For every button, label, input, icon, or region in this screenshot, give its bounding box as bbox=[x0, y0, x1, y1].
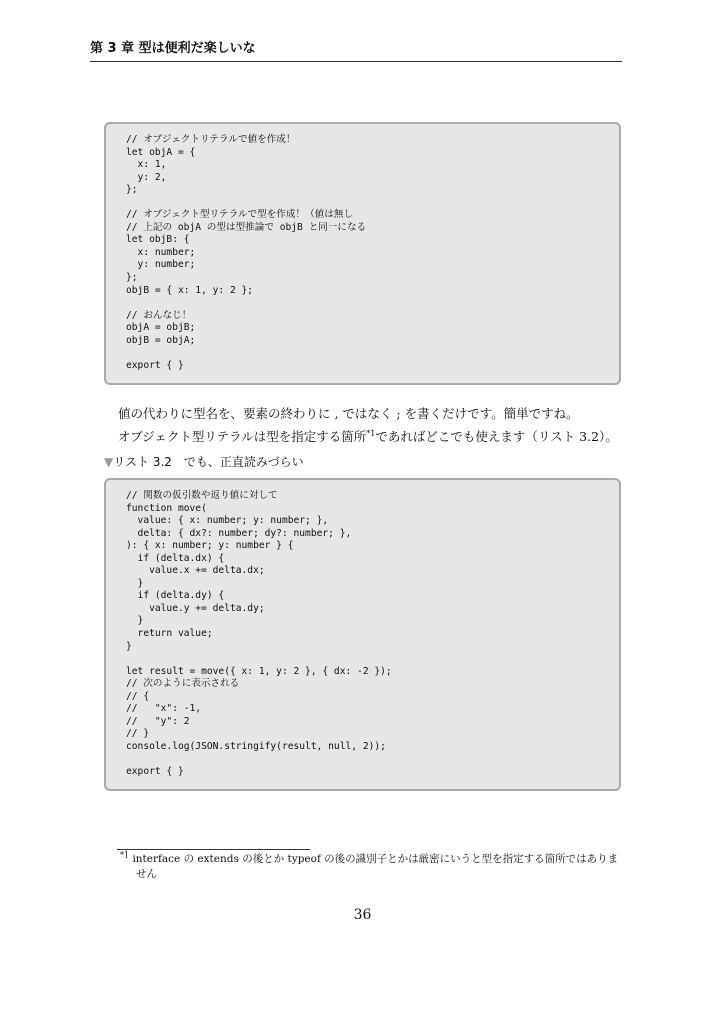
code-block-2 bbox=[104, 478, 621, 791]
paragraph-2-text-after: であればどこでも使えます（リスト 3.2）。 bbox=[375, 429, 618, 444]
footnote-divider bbox=[117, 849, 310, 850]
code-text: // 関数の仮引数や返り値に対して function move( value: { x: number; y: number; }, delta: { dx?: number; dy?: number; }, ): { x: number; y: number } { if (delta.dx) { value.x += delta.dx; } if (delta.dy) { value.y += delta.dy; } return value; } let result = move({ x: 1, y: 2 }, { dx: -2 }); // 次のように表示される // { // "x": -1, // "y": 2 // } console.log(JSON.stringify(result, null, 2)); export { } bbox=[126, 490, 392, 778]
footnote bbox=[120, 852, 625, 882]
paragraph-1: 値の代わりに型名を、要素の終わりに , ではなく ; を書くだけです。簡単ですね。 bbox=[118, 406, 579, 421]
listing-caption bbox=[104, 454, 624, 470]
caption-label: リスト 3.2 でも、正直読みづらい bbox=[113, 455, 304, 469]
body-text bbox=[104, 402, 624, 448]
footnote-text: interface の extends の後とか typeof の後の識別子とかは厳密にいうと型を指定する箇所ではありません bbox=[132, 853, 619, 880]
page-number: 36 bbox=[353, 907, 372, 923]
chapter-title: 第 3 章 型は便利だ楽しいな bbox=[90, 41, 256, 56]
paragraph-2-text: オブジェクト型リテラルは型を指定する箇所 bbox=[118, 429, 367, 444]
footnote-ref[interactable]: *1 bbox=[366, 428, 376, 438]
paragraph-2 bbox=[104, 425, 624, 448]
code-text: // オブジェクトリテラルで値を作成！ let objA = { x: 1, y: 2, }; // オブジェクト型リテラルで型を作成！（値は無し // 上記の objA の型は型推論で objB と同一になる let objB: { x: number; y: number; }; objB = { x: 1, y: 2 }; // おんなじ！ objA = objB; objB = objA; export { } bbox=[126, 134, 367, 371]
footnote-mark: *1 bbox=[120, 850, 130, 860]
triangle-marker-icon: ▼ bbox=[104, 455, 114, 469]
content-flow bbox=[104, 402, 624, 791]
code-block-1 bbox=[104, 122, 621, 385]
running-header bbox=[90, 39, 622, 62]
